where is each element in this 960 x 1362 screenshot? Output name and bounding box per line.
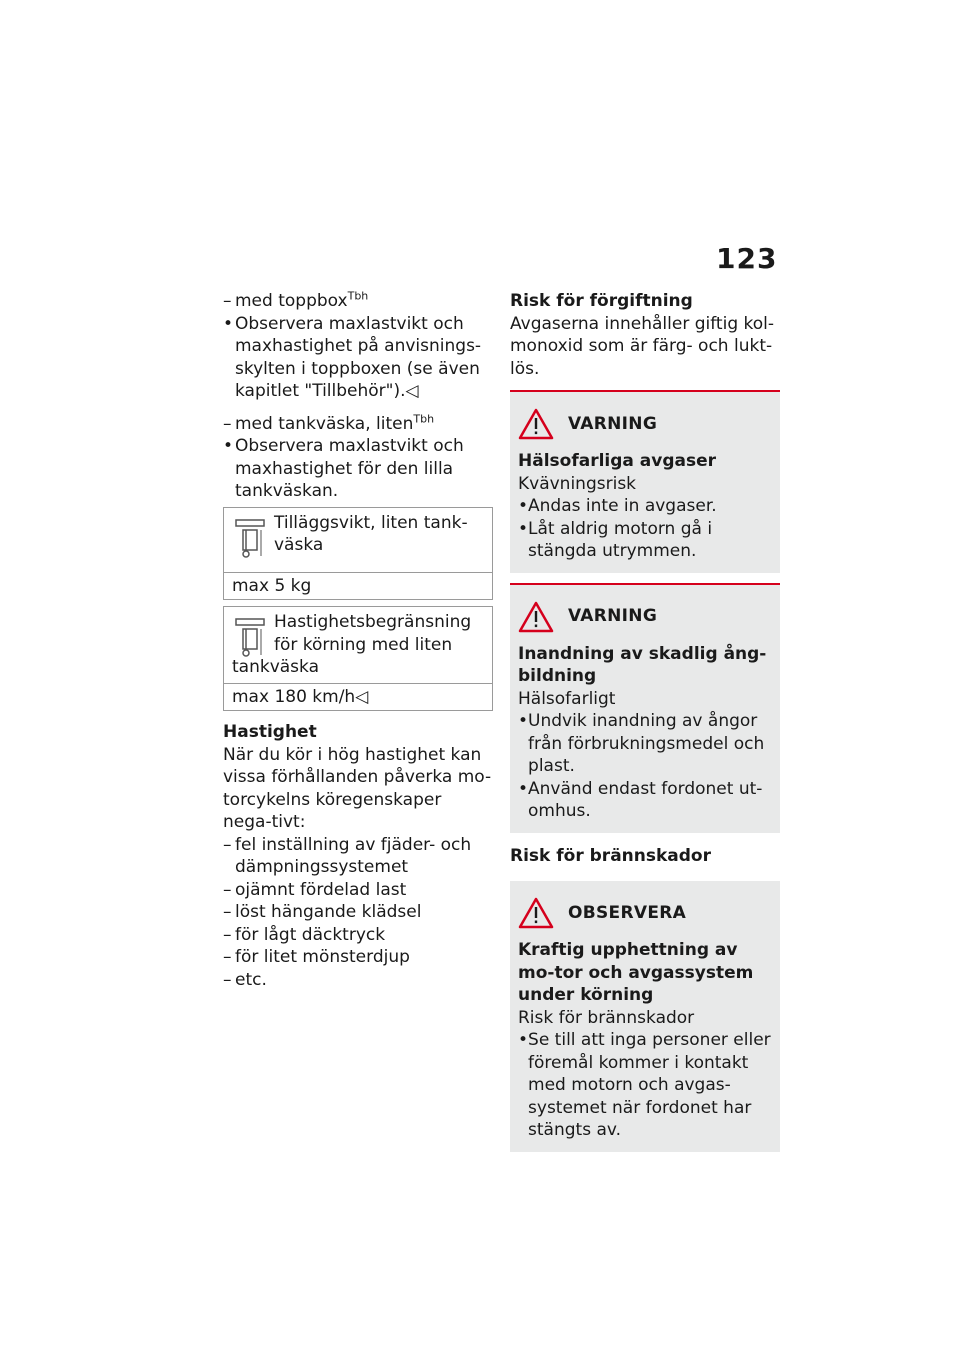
list-item	[223, 901, 493, 924]
list-item	[223, 879, 493, 902]
list-item-text: Andas inte in avgaser.	[528, 496, 717, 516]
spec-label: Hastighetsbegränsning för körning med liten	[274, 612, 472, 655]
warning-triangle-icon	[518, 600, 554, 634]
weight-plate-icon	[234, 615, 266, 659]
left-column	[223, 290, 493, 991]
spec-label: Tilläggsvikt, liten tank-väska	[274, 512, 468, 555]
notice-risk: Risk för brännskador	[518, 1007, 695, 1028]
list-mark: •	[518, 1030, 529, 1050]
warning-bullets	[518, 710, 772, 823]
list-mark: –	[223, 879, 232, 900]
spec-table-header	[224, 508, 492, 573]
warning-subtitle: Inandning av skadlig ång-bildning	[518, 643, 767, 686]
spec-table-header	[224, 607, 492, 684]
notice-box	[510, 881, 780, 1152]
list-mark: •	[518, 518, 529, 539]
warning-bullet	[518, 495, 772, 518]
list-item-text: ojämnt fördelad last	[235, 879, 407, 900]
notice-title: OBSERVERA	[568, 902, 687, 923]
list-mark: –	[223, 947, 232, 967]
superscript-tbh: Tbh	[413, 411, 435, 425]
list-item-text: Se till att inga personer eller föremål kommer i kontakt med motorn och avgas-systemet när fordonet har stängts av.	[528, 1030, 771, 1140]
weight-plate-icon	[234, 516, 266, 560]
list-item-text: fel inställning av fjäder- och dämpningssystemet	[235, 834, 472, 877]
hastighet-list	[223, 834, 493, 992]
note-toppbox	[223, 313, 493, 403]
bullet-mark: •	[223, 313, 234, 334]
warning-bullets	[518, 495, 772, 563]
item-text: med toppbox	[235, 291, 348, 311]
spec-value: max 180 km/h◁	[232, 686, 369, 707]
warning-bullet	[518, 710, 772, 778]
list-item-toppbox	[223, 290, 493, 313]
warning-risk: Kvävningsrisk	[518, 473, 637, 494]
list-item	[223, 946, 493, 969]
list-mark: –	[223, 924, 232, 945]
list-mark: •	[518, 711, 529, 731]
warning-title: VARNING	[568, 606, 658, 627]
note-text: Observera maxlastvikt och maxhastighet på anvisnings-skylten i toppboxen (se även kapitlet "Tillbehör").◁	[235, 313, 482, 401]
list-item-text: Låt aldrig motorn gå i stängda utrymmen.	[528, 518, 713, 561]
list-item	[223, 834, 493, 879]
warning-bullet	[518, 518, 772, 563]
list-mark: •	[518, 496, 529, 516]
list-mark: –	[223, 969, 232, 990]
list-item-text: för litet mönsterdjup	[235, 947, 410, 967]
list-mark: –	[223, 902, 232, 922]
dash-mark: –	[223, 291, 232, 311]
bullet-mark: •	[223, 436, 234, 456]
warning-triangle-icon	[518, 896, 554, 930]
notice-subtitle: Kraftig upphettning av mo-tor och avgassystem under körning	[518, 940, 754, 1005]
list-item-text: etc.	[235, 969, 267, 990]
list-item-text: Undvik inandning av ångor från förbrukningsmedel och plast.	[528, 711, 765, 776]
list-item-text: för lågt däcktryck	[235, 924, 386, 945]
list-item-text: löst hängande klädsel	[235, 902, 422, 922]
warning-box-2	[510, 583, 780, 833]
list-item-text: Använd endast fordonet ut-omhus.	[528, 778, 763, 821]
notice-bullet	[518, 1029, 772, 1142]
spec-label-continued: tankväska	[232, 657, 320, 677]
note-tankvaska	[223, 435, 493, 503]
page-number: 123	[716, 242, 778, 275]
list-mark: –	[223, 834, 232, 855]
warning-bullet	[518, 778, 772, 823]
warning-subtitle: Hälsofarliga avgaser	[518, 451, 717, 471]
warning-risk: Hälsofarligt	[518, 688, 616, 709]
item-text: med tankväska, liten	[235, 413, 414, 434]
warning-triangle-icon	[518, 407, 554, 441]
list-item	[223, 969, 493, 992]
section-heading-hastighet: Hastighet	[223, 722, 317, 742]
note-text: Observera maxlastvikt och maxhastighet för den lilla tankväskan.	[235, 436, 464, 501]
paragraph-hastighet: När du kör i hög hastighet kan vissa förhållanden påverka mo-torcykelns köregenskaper nega-tivt:	[223, 744, 492, 832]
paragraph-forgiftning: Avgaserna innehåller giftig kol-monoxid som är färg- och lukt-lös.	[510, 313, 775, 379]
section-heading-brannskador: Risk för brännskador	[510, 845, 711, 866]
spec-table-weight	[223, 507, 493, 601]
list-mark: •	[518, 778, 529, 799]
list-item	[223, 924, 493, 947]
warning-box-1	[510, 390, 780, 573]
section-heading-forgiftning: Risk för förgiftning	[510, 291, 693, 311]
superscript-tbh: Tbh	[347, 289, 369, 303]
notice-bullets	[518, 1029, 772, 1142]
right-column	[510, 290, 780, 1152]
spec-value: max 5 kg	[232, 575, 312, 596]
warning-title: VARNING	[568, 413, 658, 434]
spec-table-speed	[223, 606, 493, 711]
dash-mark: –	[223, 413, 232, 434]
list-item-tankvaska	[223, 413, 493, 436]
